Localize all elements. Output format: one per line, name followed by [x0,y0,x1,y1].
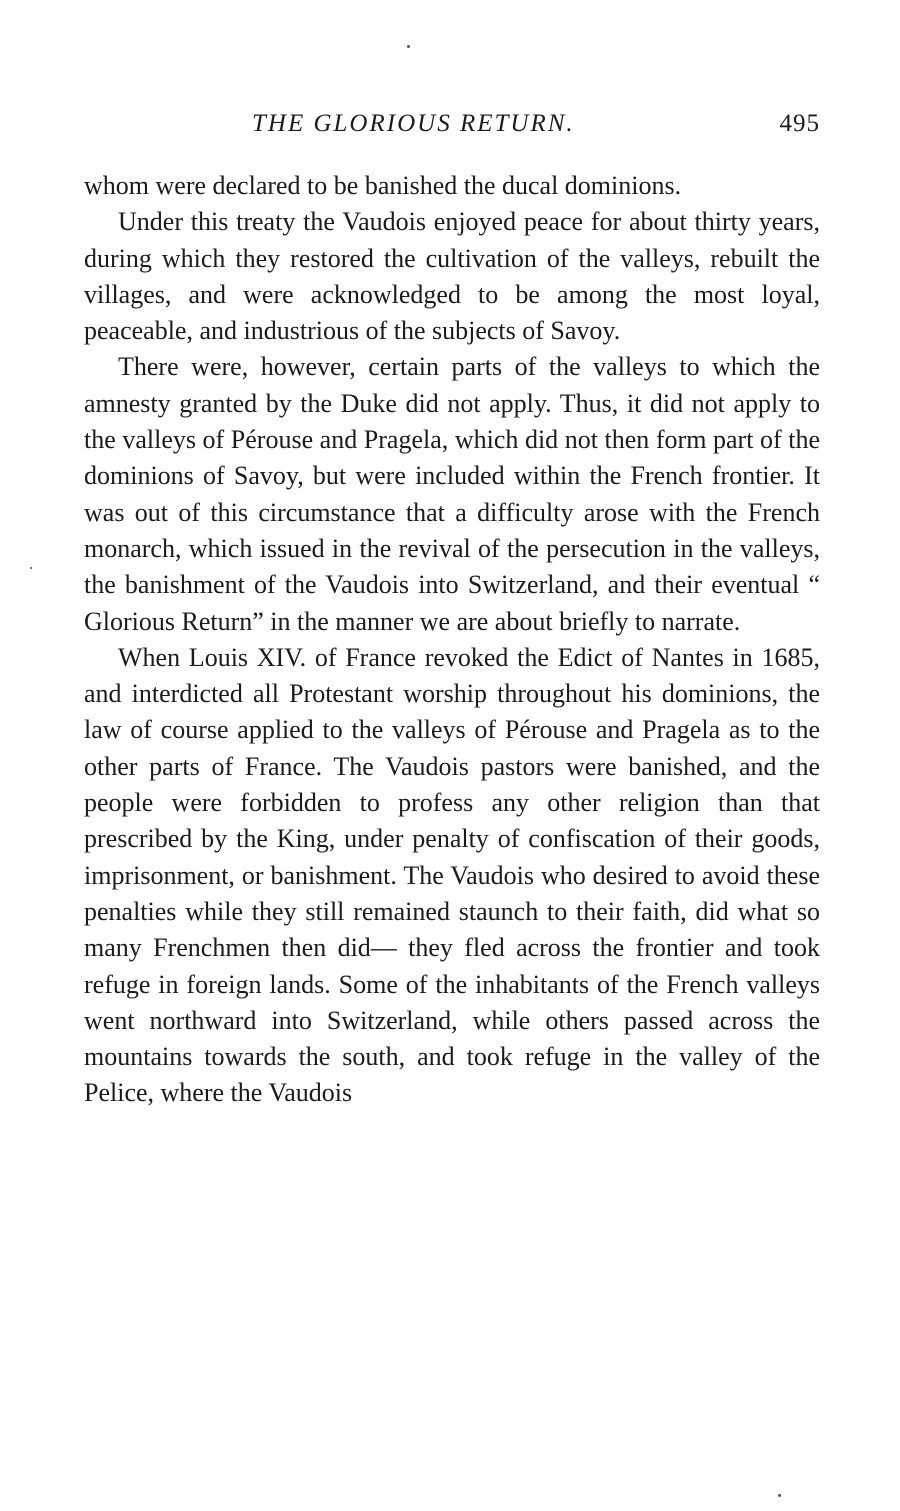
scan-speck [30,567,32,569]
paragraph-continued: whom were declared to be banished the ducal dominions. [84,171,682,200]
body-text [84,168,820,1112]
scan-speck [407,45,410,48]
book-page [84,0,820,1511]
page-number: 495 [779,110,820,137]
running-head [84,104,820,144]
running-title: THE GLORIOUS RETURN. [252,110,575,137]
paragraph: There were, however, certain parts of the valleys to which the amnesty granted by the Duke did not apply. Thus, it did not apply to the valleys of Pérouse and Pragela, which did not then form part of the dominions of Savoy, but were included within the French frontier. It was out of this circumstance that a difficulty arose with the French monarch, which issued in the revival of the persecution in the valleys, the banishment of the Vaudois into Switzerland, and their eventual “ Glorious Return” in the manner we are about briefly to narrate. [84,352,820,636]
paragraph: When Louis XIV. of France revoked the Edict of Nantes in 1685, and interdicted all Protestant worship throughout his dominions, the law of course applied to the valleys of Pérouse and Pragela as to the other parts of France. The Vaudois pastors were banished, and the people were forbidden to profess any other religion than that prescribed by the King, under penalty of confiscation of their goods, imprisonment, or banishment. The Vaudois who desired to avoid these penalties while they still remained staunch to their faith, did what so many Frenchmen then did— they fled across the frontier and took refuge in foreign lands. Some of the inhabitants of the French valleys went northward into Switzerland, while others passed across the mountains towards the south, and took refuge in the valley of the Pelice, where the Vaudois [84,642,820,1108]
paragraph: Under this treaty the Vaudois enjoyed peace for about thirty years, during which they restored the cultivation of the valleys, rebuilt the villages, and were acknowledged to be among the most loyal, peaceable, and industrious of the subjects of Savoy. [84,207,820,346]
scan-speck [778,1494,781,1497]
